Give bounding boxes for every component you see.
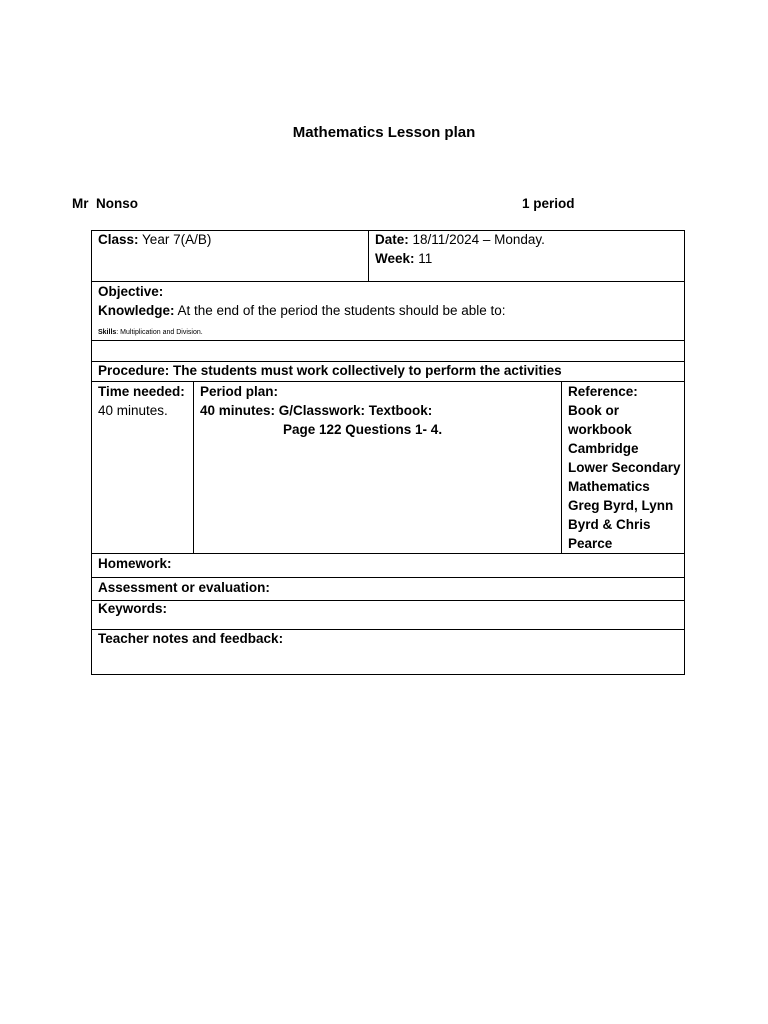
week-label: Week: [375,251,415,266]
reference-line: Greg Byrd, Lynn [568,498,674,513]
date-label: Date: [375,232,409,247]
week-field [375,249,432,268]
week-value: 11 [418,251,433,266]
time-needed-value: 40 minutes. [98,403,168,418]
teacher-notes-label: Teacher notes and feedback: [98,631,284,646]
time-needed-label: Time needed: [98,384,185,399]
keywords-label: Keywords: [98,601,168,616]
reference-label: Reference: [568,384,638,399]
homework-label: Homework: [98,556,172,571]
period-plan-label: Period plan: [200,384,279,399]
page-title: Mathematics Lesson plan [292,124,476,141]
assessment-label: Assessment or evaluation: [98,580,270,595]
reference-line: workbook [568,422,632,437]
procedure-text: Procedure: The students must work collectively to perform the activities [98,363,562,378]
homework-cell [91,553,685,578]
period-count: 1 period [522,196,575,211]
date-value: 18/11/2024 – Monday. [412,232,545,247]
keywords-cell [91,600,685,630]
knowledge-value: At the end of the period the students should be able to: [177,303,506,318]
teacher-name: Mr Nonso [72,196,138,211]
reference-line: Book or [568,403,620,418]
knowledge-label: Knowledge: [98,303,175,318]
skills-value: : Multiplication and Division. [116,329,203,336]
reference-line: Cambridge [568,441,639,456]
reference-line: Pearce [568,536,613,551]
objective-label: Objective: [98,284,164,299]
period-plan-line-2: Page 122 Questions 1- 4. [283,422,443,437]
reference-line: Mathematics [568,479,650,494]
class-value: Year 7(A/B) [142,232,212,247]
empty-row [91,340,685,362]
reference-line: Lower Secondary [568,460,681,475]
skills-field [98,328,203,337]
reference-line: Byrd & Chris [568,517,651,532]
period-plan-line-1: 40 minutes: G/Classwork: Textbook: [200,403,433,418]
knowledge-field [98,301,506,320]
class-label: Class: [98,232,139,247]
skills-label: Skills [98,329,117,336]
class-field [98,230,211,249]
date-field [375,230,545,249]
